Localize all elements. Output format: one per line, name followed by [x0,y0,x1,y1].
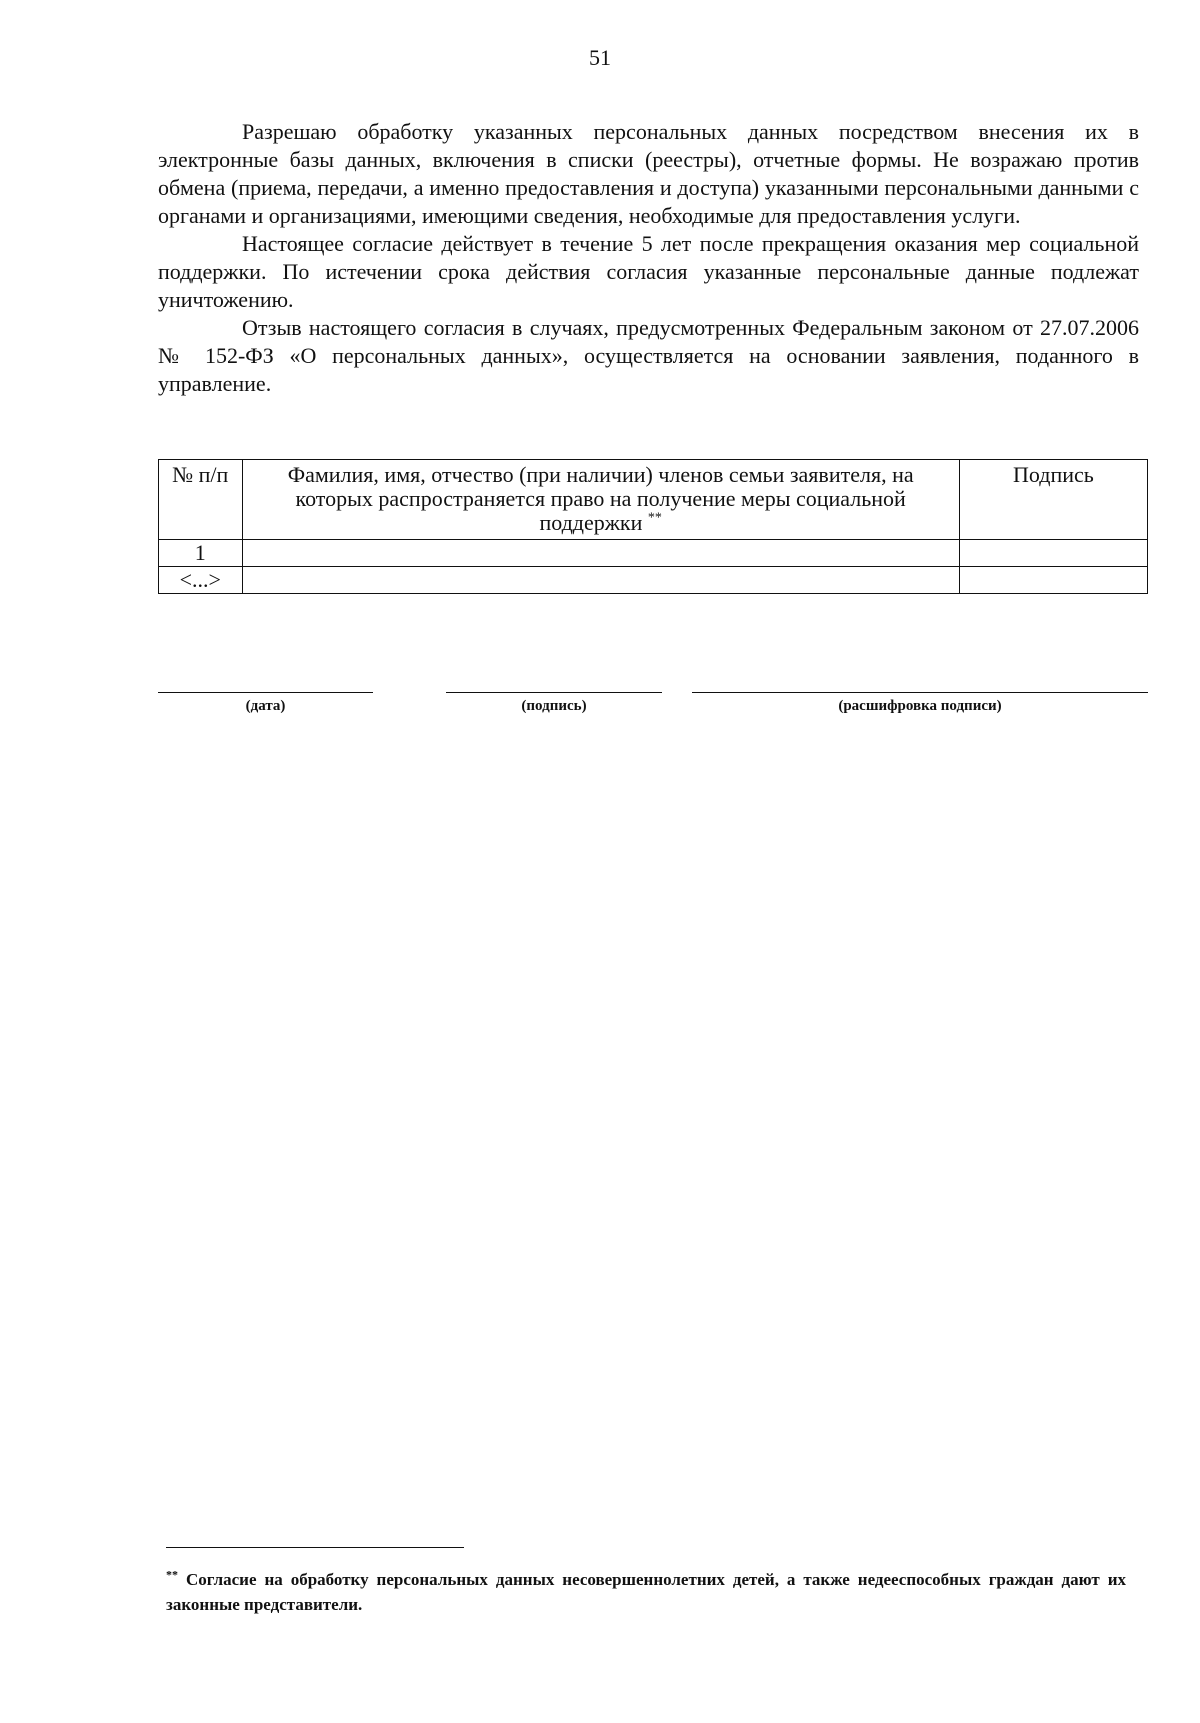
table-header-row [159,460,1148,540]
footnote [166,1567,1126,1617]
row-signature-cell[interactable] [959,540,1147,567]
footnote-reference-mark: ** [647,510,662,526]
row-name-cell[interactable] [242,540,959,567]
table-row [159,540,1148,567]
paragraph-revocation: Отзыв настоящего согласия в случаях, предусмотренных Федеральным законом от 27.07.2006 № 152-ФЗ «О персональных данных», осуществляется на основании заявления, поданного в управление. [158,315,1139,396]
signature-caption: (подпись) [521,698,587,714]
footnote-mark: ** [166,1567,178,1582]
header-number: № п/п [159,460,243,540]
date-line[interactable] [158,692,373,693]
date-caption: (дата) [245,698,286,714]
paragraph-validity-period: Настоящее согласие действует в течение 5 лет после прекращения оказания мер социальной поддержки. По истечении срока действия согласия указанные персональные данные подлежат уничтожению. [158,231,1139,312]
footnote-text: Согласие на обработку персональных данных несовершеннолетних детей, а также недееспособных граждан дают их законные представители. [166,1570,1126,1614]
signature-decoding-line[interactable] [692,692,1148,693]
row-name-cell[interactable] [242,567,959,594]
header-full-name [242,460,959,540]
header-full-name-text: Фамилия, имя, отчество (при наличии) членов семьи заявителя, на которых распространяется право на получение меры социальной поддержки [287,462,914,535]
signature-decoding-caption: (расшифровка подписи) [838,698,1002,714]
consent-body [158,118,1139,398]
paragraph-processing-permission: Разрешаю обработку указанных персональных данных посредством внесения их в электронные базы данных, включения в списки (реестры), отчетные формы. Не возражаю против обмена (приема, передачи, а именно предоставления и доступа) указанными персональными данными с органами и организациями, имеющими сведения, необходимые для предоставления услуги. [158,119,1139,228]
footnote-divider [166,1547,464,1548]
row-signature-cell[interactable] [959,567,1147,594]
page-number: 51 [589,45,611,70]
signature-line[interactable] [446,692,662,693]
row-number-cell: 1 [159,540,243,567]
header-signature: Подпись [959,460,1147,540]
table-row [159,567,1148,594]
row-number-cell: <...> [159,567,243,594]
family-members-table [158,459,1148,594]
